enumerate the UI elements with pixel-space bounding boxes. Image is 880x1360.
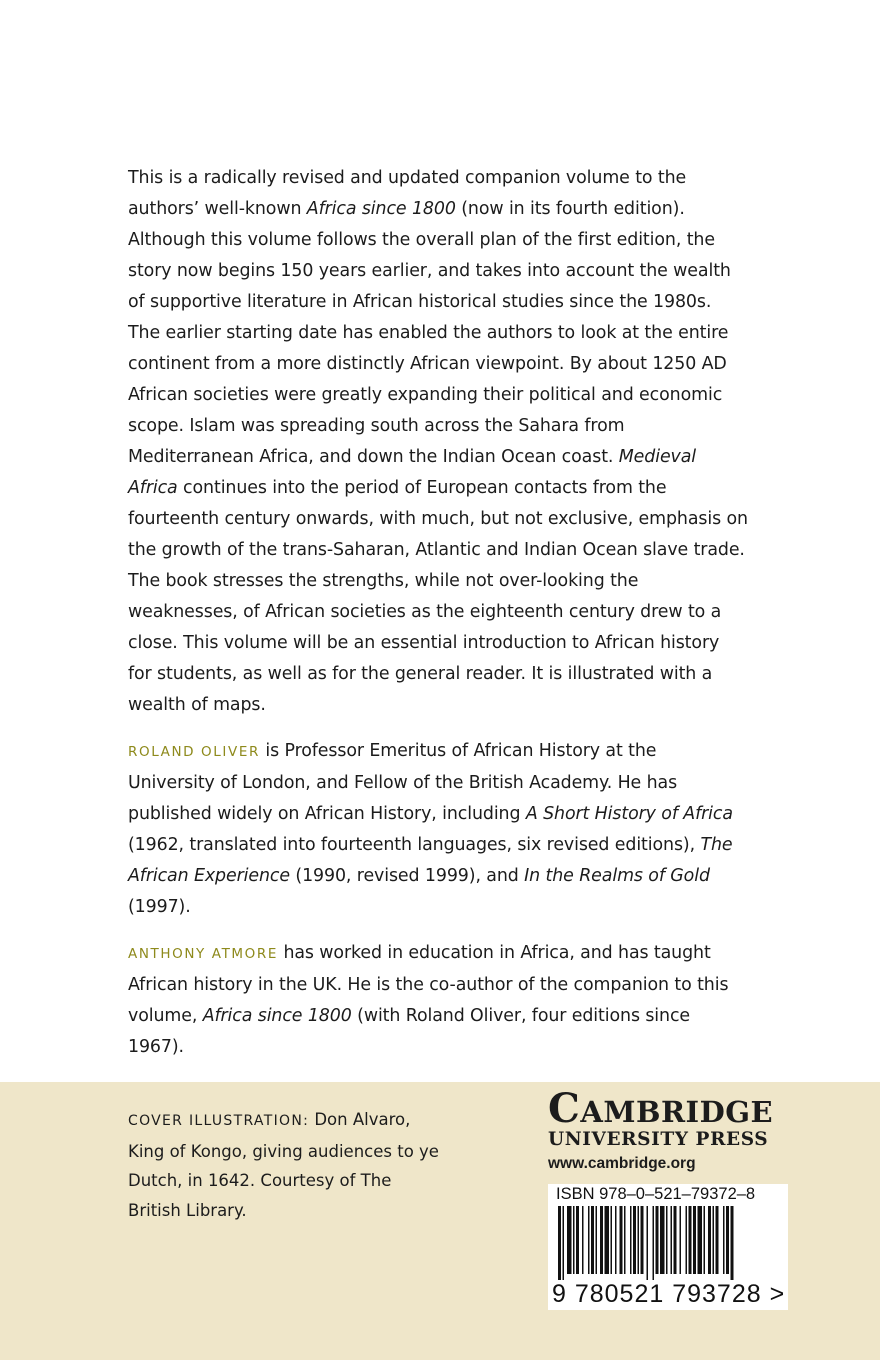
barcode-bar xyxy=(666,1206,668,1274)
barcode-bar xyxy=(698,1206,703,1274)
back-cover-text xyxy=(128,163,748,1078)
barcode-bar xyxy=(563,1206,565,1280)
barcode-bar xyxy=(573,1206,575,1274)
isbn-label: ISBN 978–0–521–79372–8 xyxy=(556,1185,756,1203)
barcode-bar xyxy=(615,1206,617,1274)
barcode-bar xyxy=(605,1206,610,1274)
barcode-bar xyxy=(708,1206,711,1274)
barcode-bar xyxy=(689,1206,692,1274)
bio-text: (1997). xyxy=(128,897,191,917)
isbn-barcode xyxy=(548,1184,788,1310)
barcode-bar xyxy=(653,1206,655,1280)
description-text: This is a radically revised and updated companion volume to the authors’ well-known xyxy=(128,168,687,219)
bio-text: (1962, translated into fourteenth languages, six revised editions), xyxy=(128,835,701,855)
barcode-bar xyxy=(641,1206,644,1274)
book-title: A Short History of Africa xyxy=(525,804,733,824)
barcode-bar xyxy=(576,1206,579,1274)
barcode-bar xyxy=(588,1206,590,1274)
cover-illustration-credit xyxy=(128,1105,448,1225)
barcode-bar xyxy=(726,1206,729,1274)
barcode-bar xyxy=(630,1206,632,1274)
description-text: (now in its fourth edition). Although this volume follows the overall plan of the first edition, the story now begins 150 years earlier, and takes into account the wealth of supportive literature in African historical studies since the 1980s. The earlier starting date has enabled the authors to look at the entire continent from a more distinctly African viewpoint. By about 1250 AD African societies were greatly expanding their political and economic scope. Islam was spreading south across the Sahara from Mediterranean Africa, and down the Indian Ocean coast. xyxy=(128,199,731,467)
bio-text: (1990, revised 1999), and xyxy=(289,866,525,886)
book-title-medieval-africa: Medieval Africa xyxy=(128,447,697,498)
barcode-bar xyxy=(660,1206,665,1274)
barcode-bar xyxy=(633,1206,636,1274)
barcode-bar xyxy=(624,1206,626,1274)
barcode-bar xyxy=(600,1206,603,1274)
publisher-url: www.cambridge.org xyxy=(548,1155,696,1172)
author-bio-atmore xyxy=(128,938,748,1063)
barcode-bar xyxy=(582,1206,584,1274)
barcode-bar xyxy=(716,1206,719,1274)
publisher-subtitle: UNIVERSITY PRESS xyxy=(548,1129,769,1150)
barcode-bar xyxy=(567,1206,572,1274)
barcode-bar xyxy=(680,1206,682,1274)
publisher-name: CAMBRIDGE xyxy=(548,1085,774,1132)
barcode-bar xyxy=(611,1206,613,1274)
barcode-bar xyxy=(558,1206,561,1280)
bio-text: is Professor Emeritus of African History at the University of London, and Fellow of the British Academy. He has published widely on African History, including xyxy=(128,741,678,824)
barcode-bar xyxy=(713,1206,715,1274)
bio-text: (with Roland Oliver, four editions since 1967). xyxy=(128,1006,691,1057)
book-title: The African Experience xyxy=(128,835,733,886)
bio-text: has worked in education in Africa, and has taught African history in the UK. He is the co-author of the companion to this volume, xyxy=(128,943,729,1026)
barcode-bar xyxy=(704,1206,706,1274)
barcode-bar xyxy=(591,1206,594,1274)
barcode-bar xyxy=(656,1206,659,1274)
barcode-bar xyxy=(647,1206,649,1280)
author-name-atmore: ANTHONY ATMORE xyxy=(128,946,279,962)
description-text: continues into the period of European contacts from the fourteenth century onwards, with much, but not exclusive, emphasis on the growth of the trans-Saharan, Atlantic and Indian Ocean slave trade. The book stresses the strengths, while not over-looking the weaknesses, of African societies as the eighteenth century drew to a close. This volume will be an essential introduction to African history for students, as well as for the general reader. It is illustrated with a wealth of maps. xyxy=(128,478,748,715)
author-name-oliver: ROLAND OLIVER xyxy=(128,744,260,760)
barcode-bar xyxy=(596,1206,598,1274)
barcode-bars-icon xyxy=(554,1206,782,1280)
publisher-logo xyxy=(548,1085,793,1173)
barcode-bar xyxy=(693,1206,696,1274)
cover-illustration-text: Don Alvaro, King of Kongo, giving audiences to ye Dutch, in 1642. Courtesy of The British Library. xyxy=(128,1110,439,1220)
barcode-bar xyxy=(620,1206,623,1274)
barcode-bar xyxy=(671,1206,673,1274)
book-title-africa-since-1800: Africa since 1800 xyxy=(306,199,456,219)
barcode-bar xyxy=(723,1206,725,1274)
cover-illustration-label: COVER ILLUSTRATION: xyxy=(128,1113,310,1129)
author-bio-oliver xyxy=(128,736,748,923)
barcode-bar xyxy=(674,1206,677,1274)
barcode-bar xyxy=(638,1206,640,1274)
barcode-bar xyxy=(731,1206,734,1280)
barcode-digits: 9 780521 793728 > xyxy=(552,1280,786,1308)
book-title: Africa since 1800 xyxy=(202,1006,352,1026)
barcode-bar xyxy=(686,1206,688,1274)
book-title: In the Realms of Gold xyxy=(524,866,710,886)
book-description xyxy=(128,163,748,721)
